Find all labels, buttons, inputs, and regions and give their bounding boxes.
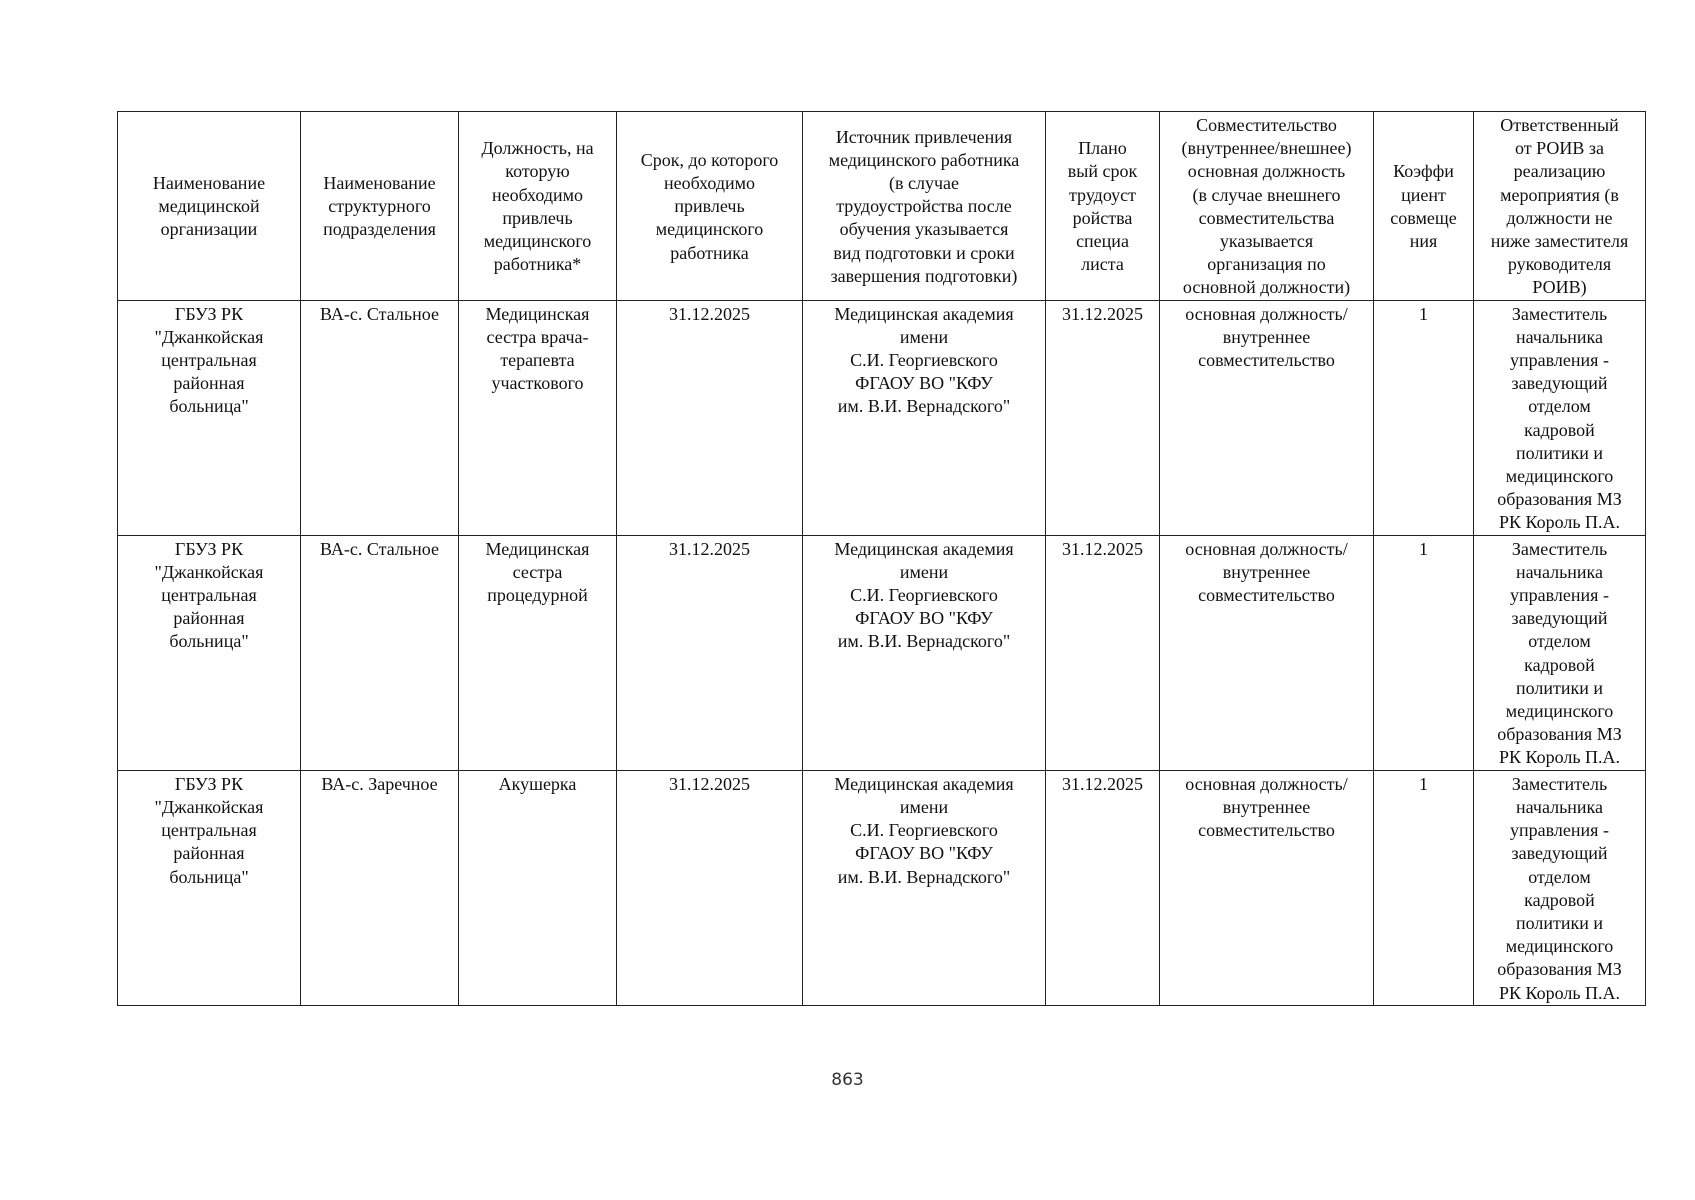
header-combination: Совместительство (внутреннее/внешнее) основная должность (в случае внешнего совместительства указывается организация по основной должности) <box>1160 112 1374 301</box>
cell-position: Медицинская сестра процедурной <box>459 535 617 770</box>
cell-responsible: Заместитель начальника управления - заведующий отделом кадровой политики и медицинского образования МЗ РК Король П.А. <box>1474 770 1646 1005</box>
cell-deadline: 31.12.2025 <box>617 770 803 1005</box>
cell-structural-unit: ВА-с. Стальное <box>301 300 459 535</box>
cell-responsible: Заместитель начальника управления - заведующий отделом кадровой политики и медицинского образования МЗ РК Король П.А. <box>1474 535 1646 770</box>
cell-deadline: 31.12.2025 <box>617 300 803 535</box>
cell-planned-date: 31.12.2025 <box>1046 300 1160 535</box>
table-row <box>118 770 1646 1005</box>
cell-source: Медицинская академия имени С.И. Георгиевского ФГАОУ ВО "КФУ им. В.И. Вернадского" <box>803 300 1046 535</box>
cell-planned-date: 31.12.2025 <box>1046 535 1160 770</box>
header-coefficient: Коэффи циент совмеще ния <box>1374 112 1474 301</box>
cell-structural-unit: ВА-с. Стальное <box>301 535 459 770</box>
cell-responsible: Заместитель начальника управления - заведующий отделом кадровой политики и медицинского образования МЗ РК Король П.А. <box>1474 300 1646 535</box>
cell-combination: основная должность/ внутреннее совместительство <box>1160 300 1374 535</box>
header-deadline: Срок, до которого необходимо привлечь медицинского работника <box>617 112 803 301</box>
cell-source: Медицинская академия имени С.И. Георгиевского ФГАОУ ВО "КФУ им. В.И. Вернадского" <box>803 770 1046 1005</box>
header-planned-date: Плано вый срок трудоуст ройства специа листа <box>1046 112 1160 301</box>
cell-organization: ГБУЗ РК "Джанкойская центральная районная больница" <box>118 300 301 535</box>
cell-combination: основная должность/ внутреннее совместительство <box>1160 770 1374 1005</box>
page-number: 863 <box>831 1070 864 1090</box>
cell-coefficient: 1 <box>1374 535 1474 770</box>
header-organization: Наименование медицинской организации <box>118 112 301 301</box>
cell-deadline: 31.12.2025 <box>617 535 803 770</box>
cell-organization: ГБУЗ РК "Джанкойская центральная районная больница" <box>118 770 301 1005</box>
cell-planned-date: 31.12.2025 <box>1046 770 1160 1005</box>
cell-combination: основная должность/ внутреннее совместительство <box>1160 535 1374 770</box>
cell-position: Медицинская сестра врача- терапевта участкового <box>459 300 617 535</box>
header-structural-unit: Наименование структурного подразделения <box>301 112 459 301</box>
header-responsible: Ответственный от РОИВ за реализацию мероприятия (в должности не ниже заместителя руководителя РОИВ) <box>1474 112 1646 301</box>
table-row <box>118 535 1646 770</box>
cell-coefficient: 1 <box>1374 770 1474 1005</box>
header-position: Должность, на которую необходимо привлечь медицинского работника* <box>459 112 617 301</box>
cell-structural-unit: ВА-с. Заречное <box>301 770 459 1005</box>
header-source: Источник привлечения медицинского работника (в случае трудоустройства после обучения указывается вид подготовки и сроки завершения подготовки) <box>803 112 1046 301</box>
cell-organization: ГБУЗ РК "Джанкойская центральная районная больница" <box>118 535 301 770</box>
cell-position: Акушерка <box>459 770 617 1005</box>
cell-coefficient: 1 <box>1374 300 1474 535</box>
staffing-table <box>117 111 1646 1006</box>
table-row <box>118 300 1646 535</box>
cell-source: Медицинская академия имени С.И. Георгиевского ФГАОУ ВО "КФУ им. В.И. Вернадского" <box>803 535 1046 770</box>
table-header-row <box>118 112 1646 301</box>
